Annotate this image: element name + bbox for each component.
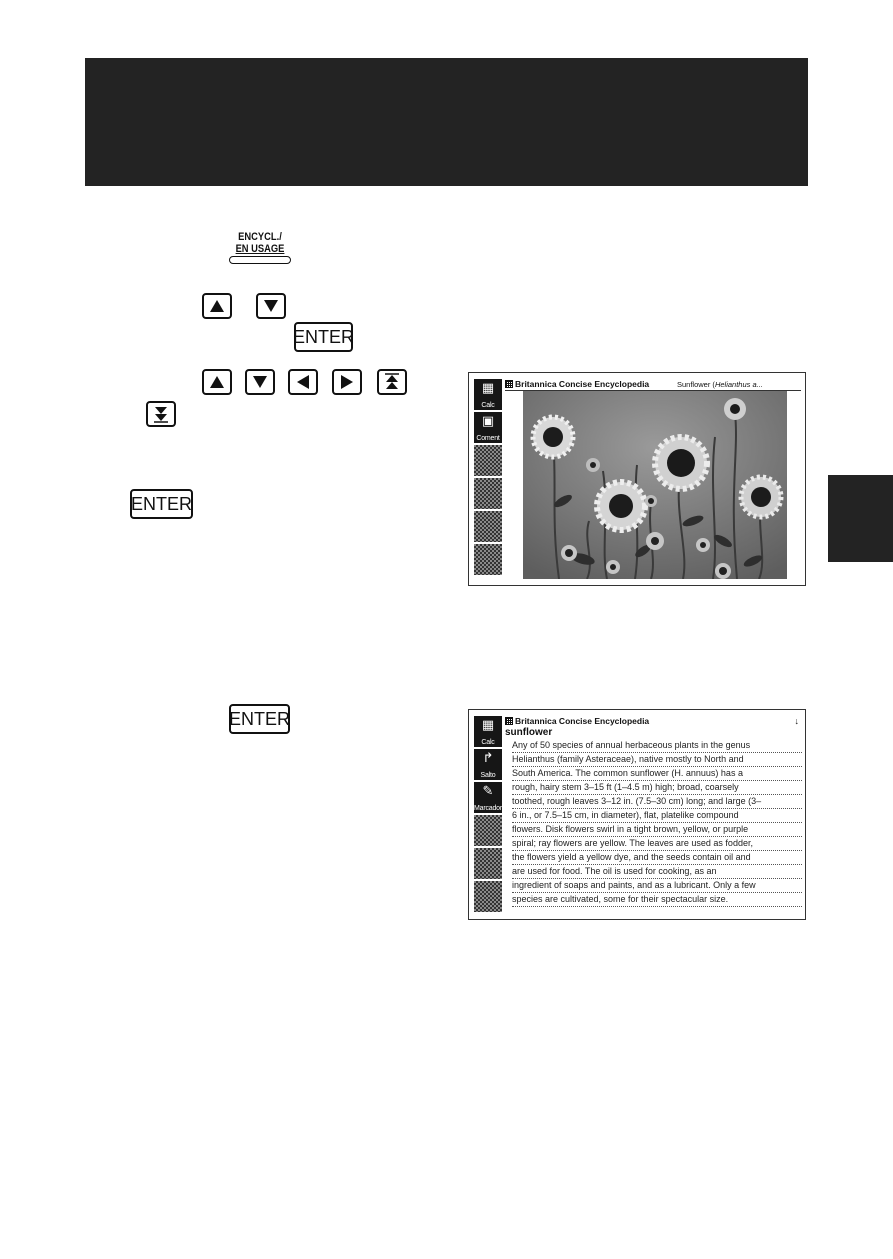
- down-arrow-icon: [247, 371, 273, 393]
- enter-key-label: ENTER: [293, 326, 355, 347]
- screen-sidebar: [474, 379, 502, 577]
- entry-line: ingredient of soaps and paints, and as a lubricant. Only a few: [512, 879, 802, 893]
- right-arrow-key: [332, 369, 362, 395]
- double-down-arrow-icon: [148, 403, 174, 425]
- header-band: [85, 58, 808, 186]
- coment-button[interactable]: [474, 412, 502, 443]
- left-arrow-icon: [290, 371, 316, 393]
- empty-sidebar-slot: [474, 815, 502, 846]
- empty-sidebar-slot: [474, 511, 502, 542]
- left-arrow-key: [288, 369, 318, 395]
- enter-key-3: [229, 704, 290, 734]
- entry-headword: sunflower: [505, 727, 553, 738]
- entry-text: [512, 739, 802, 907]
- empty-sidebar-slot: [474, 544, 502, 575]
- salto-label: Salto: [480, 772, 496, 779]
- entry-line: Any of 50 species of annual herbaceous plants in the genus: [512, 739, 802, 753]
- screen-header: [505, 716, 801, 727]
- marker-pen-icon: ✎: [482, 784, 494, 799]
- entry-line: toothed, rough leaves 3–12 in. (7.5–30 cm) long; and large (3–: [512, 795, 802, 809]
- device-screen-image-view: [468, 372, 806, 586]
- marcador-button[interactable]: [474, 782, 502, 813]
- down-arrow-key: [256, 293, 286, 319]
- dictionary-title: Britannica Concise Encyclopedia: [515, 379, 650, 389]
- coment-label: Coment: [476, 435, 500, 442]
- up-arrow-icon: [204, 295, 230, 317]
- calc-label: Calc: [481, 402, 495, 409]
- page-up-key: [377, 369, 407, 395]
- screen-header: [505, 379, 801, 391]
- entry-line: are used for food. The oil is used for cooking, as an: [512, 865, 802, 879]
- entry-line: Helianthus (family Asteraceae), native mostly to North and: [512, 753, 802, 767]
- enter-key-2: [130, 489, 193, 519]
- entry-subtitle: Sunflower (Helianthus a...: [677, 380, 763, 389]
- empty-sidebar-slot: [474, 881, 502, 912]
- page-down-key: [146, 401, 176, 427]
- encycl-key-bar: [229, 256, 291, 264]
- entry-line: South America. The common sunflower (H. annuus) has a: [512, 767, 802, 781]
- entry-line: rough, hairy stem 3–15 ft (1–4.5 m) high; broad, coarsely: [512, 781, 802, 795]
- right-arrow-icon: [334, 371, 360, 393]
- calc-button[interactable]: [474, 379, 502, 410]
- up-arrow-key-2: [202, 369, 232, 395]
- marcador-label: Marcador: [474, 805, 502, 812]
- scroll-down-icon: ↓: [794, 716, 799, 726]
- calc-button[interactable]: [474, 716, 502, 747]
- device-screen-entry-view: [468, 709, 806, 920]
- comment-book-icon: ▣: [481, 414, 495, 429]
- book-grid-icon: [505, 380, 513, 388]
- sunflower-photo: [523, 391, 787, 579]
- chapter-tab: [828, 475, 893, 562]
- entry-line: flowers. Disk flowers swirl in a tight brown, yellow, or purple: [512, 823, 802, 837]
- empty-sidebar-slot: [474, 445, 502, 476]
- salto-button[interactable]: [474, 749, 502, 780]
- encycl-key-label-bottom: EN USAGE: [235, 243, 285, 255]
- up-arrow-key: [202, 293, 232, 319]
- enter-key-label: ENTER: [229, 708, 291, 729]
- dictionary-title: Britannica Concise Encyclopedia: [515, 716, 650, 726]
- calculator-icon: ▦: [481, 381, 495, 396]
- encycl-en-usage-key: [223, 231, 297, 265]
- entry-line: spiral; ray flowers are yellow. The leaves are used as fodder,: [512, 837, 802, 851]
- entry-line: 6 in., or 7.5–15 cm, in diameter), flat, platelike compound: [512, 809, 802, 823]
- double-up-arrow-icon: [379, 371, 405, 393]
- encycl-key-label-top: ENCYCL./: [238, 231, 282, 243]
- calc-label: Calc: [481, 739, 495, 746]
- book-grid-icon: [505, 717, 513, 725]
- entry-line: the flowers yield a yellow dye, and the seeds contain oil and: [512, 851, 802, 865]
- entry-line: species are cultivated, some for their spectacular size.: [512, 893, 802, 907]
- calculator-icon: ▦: [481, 718, 495, 733]
- up-arrow-icon: [204, 371, 230, 393]
- enter-key-label: ENTER: [131, 493, 193, 514]
- enter-key-1: [294, 322, 353, 352]
- down-arrow-icon: [258, 295, 284, 317]
- screen-sidebar: [474, 716, 502, 914]
- down-arrow-key-2: [245, 369, 275, 395]
- empty-sidebar-slot: [474, 848, 502, 879]
- jump-book-icon: ↱: [482, 751, 494, 766]
- empty-sidebar-slot: [474, 478, 502, 509]
